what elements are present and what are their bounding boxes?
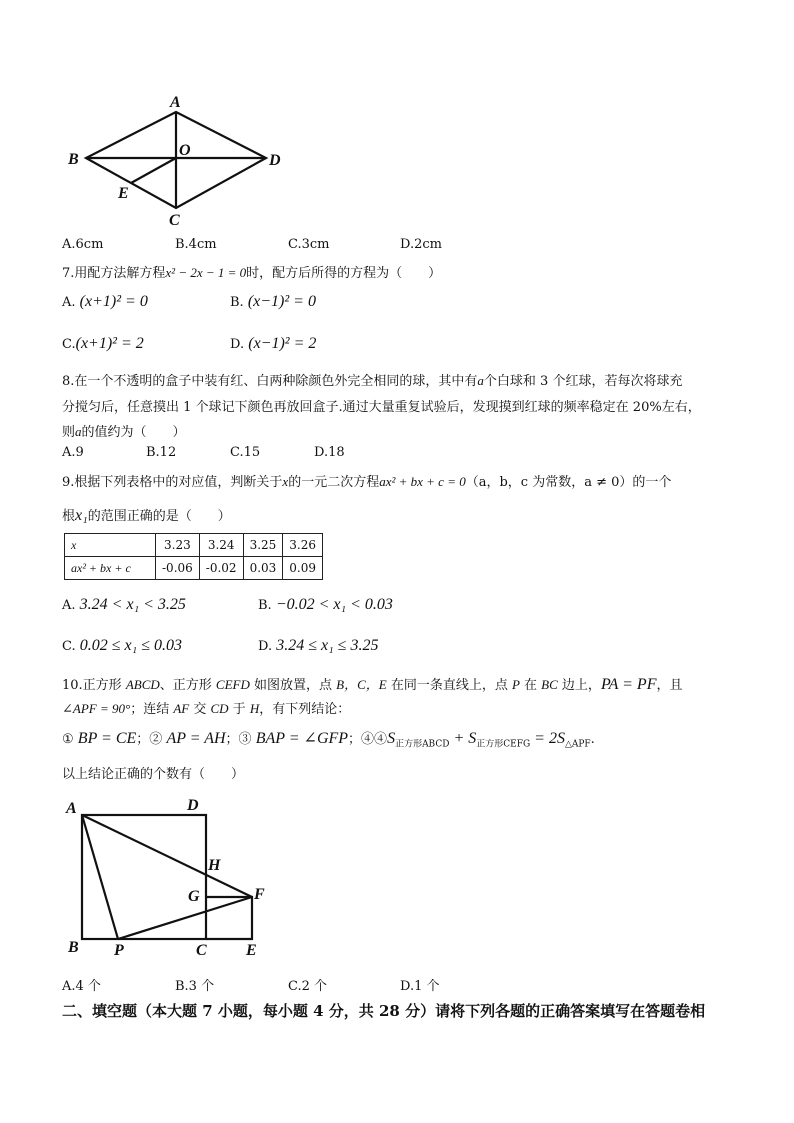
q10-option-b: B.3 个 — [175, 979, 215, 994]
q10-line4: 以上结论正确的个数有（ ） — [62, 767, 245, 782]
table-row — [65, 557, 323, 580]
q8-option-a: A.9 — [62, 445, 84, 460]
q9-value-table — [64, 533, 323, 580]
q7-option-c: C.(x+1)² = 2 — [62, 335, 144, 352]
table-cell: -0.06 — [156, 557, 200, 580]
segment-ap — [82, 815, 118, 939]
label-c: C — [169, 212, 180, 227]
q10-line2: ∠APF = 90°；连结 AF 交 CD 于 H，有下列结论： — [62, 701, 351, 717]
q10-option-a: A.4 个 — [62, 979, 101, 994]
label-p: P — [114, 942, 124, 959]
label-o: O — [179, 142, 191, 159]
label-a: A — [170, 94, 181, 111]
q6-option-a: A.6cm — [62, 237, 104, 252]
label-e: E — [246, 942, 257, 959]
q9-option-d: D. 3.24 ≤ x₁ ≤ 3.25 — [258, 637, 379, 654]
q6-option-c: C.3cm — [288, 237, 330, 252]
q8-option-d: D.18 — [314, 445, 345, 460]
q9-option-b: B. −0.02 < x₁ < 0.03 — [258, 596, 393, 613]
table-cell: 3.24 — [199, 534, 243, 557]
table-cell: 0.03 — [243, 557, 283, 580]
q7-option-b: B. (x−1)² = 0 — [230, 293, 316, 310]
label-d: D — [269, 152, 281, 169]
table-cell: ax² + bx + c — [65, 557, 156, 580]
q9-option-c: C. 0.02 ≤ x₁ ≤ 0.03 — [62, 637, 182, 654]
label-g: G — [188, 888, 200, 905]
q6-option-d: D.2cm — [400, 237, 442, 252]
q6-option-b: B.4cm — [175, 237, 217, 252]
table-cell: 3.26 — [283, 534, 323, 557]
section-2-title: 二、填空题（本大题 7 小题，每小题 4 分，共 28 分）请将下列各题的正确答案填写在答题卷相 — [62, 1002, 706, 1020]
q7-option-d: D. (x−1)² = 2 — [230, 335, 317, 352]
q8-option-c: C.15 — [230, 445, 261, 460]
squares-figure — [60, 795, 280, 960]
q10-option-c: C.2 个 — [288, 979, 328, 994]
segment-af — [82, 815, 252, 897]
label-f: F — [254, 886, 265, 903]
rhombus-figure — [60, 92, 300, 227]
table-cell: x — [65, 534, 156, 557]
q10-conclusions: ① BP = CE；② AP = AH；③ BAP = ∠GFP；$④④S_{正方形ABCD} + S_{正方形CEFG} = 2S_{\triangle APF}$. — [62, 730, 595, 750]
q8-line3: 则a的值约为（ ） — [62, 424, 186, 440]
q7-stem: 7.用配方法解方程x² − 2x − 1 = 0时，配方后所得的方程为（ ） — [62, 265, 442, 281]
q9-option-a: A. 3.24 < x₁ < 3.25 — [62, 596, 186, 613]
q8-line1: 8.在一个不透明的盒子中装有红、白两种除颜色外完全相同的球，其中有a个白球和 3 个红球，若每次将球充 — [62, 373, 683, 389]
table-cell: -0.02 — [199, 557, 243, 580]
segment-oe — [131, 158, 176, 183]
q10-line1: 10.正方形 ABCD、正方形 CEFD 如图放置，点 B，C，E 在同一条直线上，点 P 在 BC 边上，PA = PF，且 — [62, 676, 683, 693]
table-cell: 3.25 — [243, 534, 283, 557]
q8-option-b: B.12 — [146, 445, 177, 460]
q8-line2: 分搅匀后，任意摸出 1 个球记下颜色再放回盒子.通过大量重复试验后，发现摸到红球的频率稳定在 20%左右， — [62, 400, 701, 415]
q9-line2: 根x₁的范围正确的是（ ） — [62, 507, 231, 524]
segment-pf — [118, 897, 252, 939]
table-cell: 0.09 — [283, 557, 323, 580]
label-h: H — [208, 857, 221, 874]
label-c: C — [196, 942, 207, 959]
label-a: A — [66, 800, 77, 817]
table-row — [65, 534, 323, 557]
table-cell: 3.23 — [156, 534, 200, 557]
q10-option-d: D.1 个 — [400, 979, 440, 994]
label-d: D — [187, 797, 199, 814]
label-b: B — [68, 151, 79, 168]
q7-option-a: A. (x+1)² = 0 — [62, 293, 148, 310]
q9-line1: 9.根据下列表格中的对应值，判断关于x的一元二次方程ax² + bx + c = 0（a，b，c 为常数，a ≠ 0）的一个 — [62, 474, 672, 490]
label-b: B — [68, 939, 79, 956]
label-e: E — [118, 185, 129, 202]
